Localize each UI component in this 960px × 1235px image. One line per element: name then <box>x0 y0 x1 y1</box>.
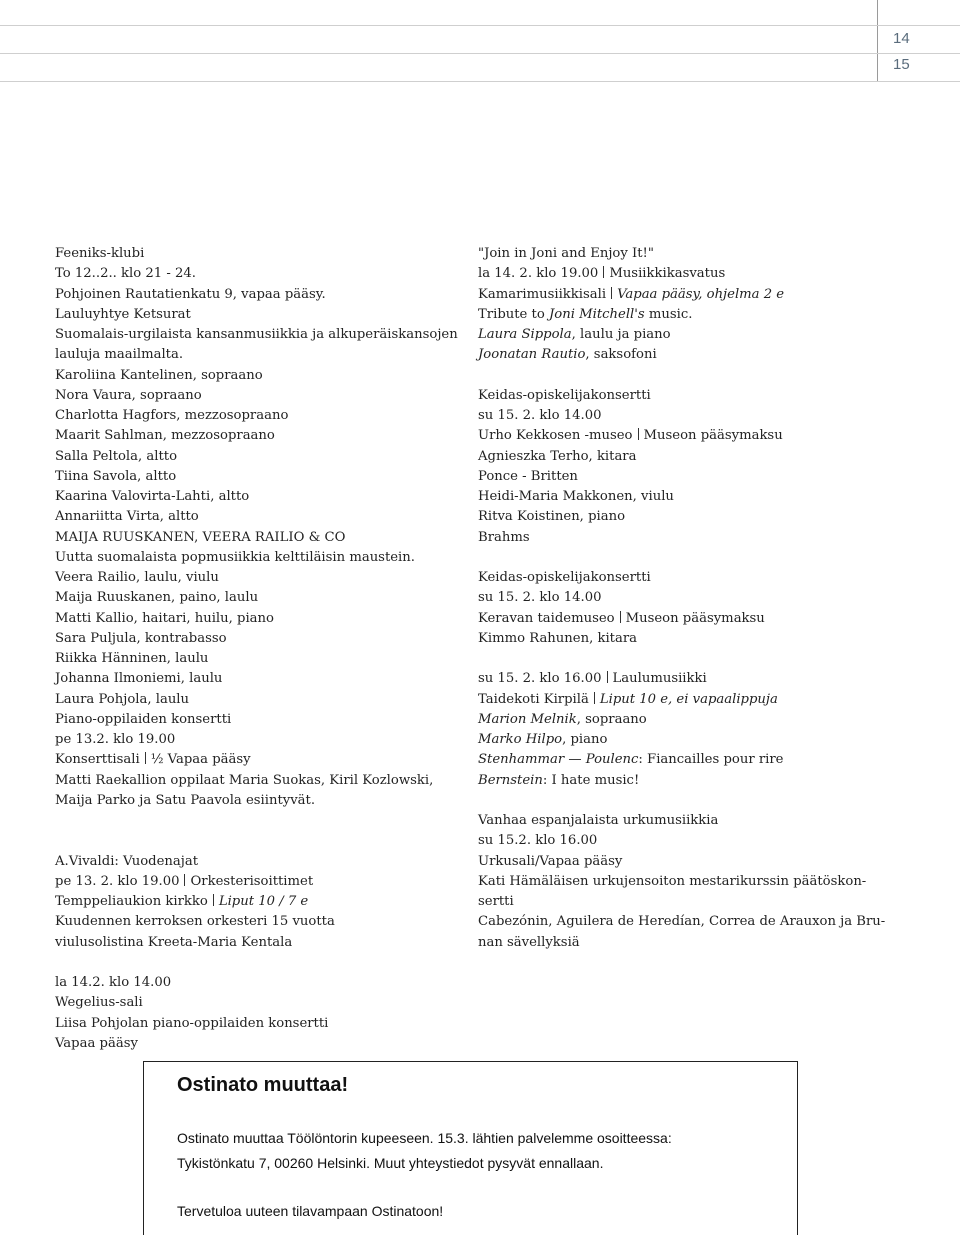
text-segment: ½ Vapaa pääsy <box>150 752 251 768</box>
text-line <box>478 568 888 588</box>
text-line <box>478 386 888 406</box>
text-segment: music. <box>644 306 693 322</box>
header-rule-top <box>0 25 960 26</box>
text-line <box>478 872 888 892</box>
text-line <box>478 426 888 446</box>
text-line <box>478 447 888 467</box>
header-vertical-rule <box>877 0 878 82</box>
text-segment: Matti Kallio, haitari, huilu, piano <box>55 610 274 626</box>
text-segment: Suomalais-urgilaista kansanmusiikkia ja alkuperäiskansojen <box>55 327 458 342</box>
text-segment: Matti Raekallion oppilaat Maria Suokas, Kiril Kozlowski, <box>55 772 434 788</box>
text-line <box>478 325 888 345</box>
text-segment: Vapaa pääsy <box>55 1035 138 1051</box>
text-segment: Tribute to <box>478 306 549 322</box>
italic-text: Joni Mitchell's <box>548 306 645 322</box>
header-rule-middle <box>0 53 960 54</box>
text-segment: Salla Peltola, altto <box>55 448 178 464</box>
text-line <box>55 588 465 608</box>
text-segment: Uutta suomalaista popmusiikkia kelttiläisin maustein. <box>55 549 415 565</box>
text-segment: Maarit Sahlman, mezzosopraano <box>55 428 275 444</box>
text-line <box>55 933 465 953</box>
right-event-column <box>478 244 888 953</box>
text-segment: Keidas-opiskelijakonsertti <box>478 570 651 585</box>
text-segment: pe 13. 2. klo 19.00 <box>55 873 180 889</box>
text-segment: Musiikkikasvatus <box>609 266 726 282</box>
text-line <box>478 771 888 791</box>
text-line <box>55 750 465 770</box>
separator-bar <box>620 611 621 623</box>
text-segment: Brahms <box>478 529 530 545</box>
text-line <box>478 285 888 305</box>
text-segment: Laulumusiikki <box>612 671 707 687</box>
text-line <box>55 264 465 284</box>
text-line <box>55 548 465 568</box>
text-line <box>478 669 888 689</box>
text-line <box>478 487 888 507</box>
text-segment: pe 13.2. klo 19.00 <box>55 732 176 747</box>
text-segment: Keravan taidemuseo <box>478 610 615 626</box>
text-line <box>478 912 888 932</box>
text-segment: Orkesterisoittimet <box>190 873 314 889</box>
text-line <box>55 487 465 507</box>
text-line <box>55 1034 465 1054</box>
italic-text: Liput 10 e, ei vapaalippuja <box>599 691 778 707</box>
text-segment: Charlotta Hagfors, mezzosopraano <box>55 408 289 423</box>
text-line <box>478 467 888 487</box>
text-segment: Ritva Koistinen, piano <box>478 509 626 525</box>
text-line <box>55 285 465 305</box>
text-line <box>478 345 888 365</box>
page-number-left: 14 <box>893 30 910 47</box>
text-segment: Kati Hämäläisen urkujensoiton mestarikurssin päätöskon- <box>478 873 867 889</box>
text-segment: Konserttisali <box>55 752 140 768</box>
notice-box <box>143 1061 798 1235</box>
text-line <box>478 406 888 426</box>
notice-line-1: Ostinato muuttaa Töölöntorin kupeeseen. 15.3. lähtien palvelemme osoitteessa: <box>177 1130 672 1146</box>
text-segment: Kaarina Valovirta-Lahti, altto <box>55 489 250 504</box>
blank-line <box>478 649 888 669</box>
text-segment: Riikka Hänninen, laulu <box>55 651 209 666</box>
text-segment: , piano <box>562 732 608 747</box>
text-segment: Wegelius-sali <box>55 995 143 1011</box>
text-segment: Kuudennen kerroksen orkesteri 15 vuotta <box>55 914 335 930</box>
italic-text: Marko Hilpo <box>478 732 563 747</box>
text-line <box>55 305 465 325</box>
text-line <box>55 710 465 730</box>
text-line <box>478 852 888 872</box>
text-line <box>55 973 465 993</box>
text-line <box>55 730 465 750</box>
italic-text: Marion Melnik <box>478 711 577 727</box>
italic-text: Bernstein <box>478 772 543 788</box>
italic-text: Joonatan Rautio <box>478 347 586 363</box>
blank-line <box>55 831 465 851</box>
blank-line <box>55 953 465 973</box>
text-line <box>55 386 465 406</box>
text-segment: viulusolistina Kreeta-Maria Kentala <box>55 934 293 950</box>
notice-line-2: Tykistönkatu 7, 00260 Helsinki. Muut yhteystiedot pysyvät ennallaan. <box>177 1155 604 1171</box>
separator-bar <box>213 894 214 906</box>
text-segment: Karoliina Kantelinen, sopraano <box>55 367 263 383</box>
text-segment: Nora Vaura, sopraano <box>55 387 202 403</box>
text-segment: la 14.2. klo 14.00 <box>55 975 172 990</box>
text-line <box>55 771 465 791</box>
text-line <box>55 528 465 548</box>
text-line <box>55 629 465 649</box>
italic-text: Stenhammar — Poulenc <box>478 752 639 768</box>
text-line <box>55 345 465 365</box>
text-segment: Feeniks-klubi <box>55 246 145 261</box>
text-segment: Cabezónin, Aguilera de Heredían, Correa de Arauxon ja Bru- <box>478 914 886 930</box>
text-line <box>55 912 465 932</box>
text-line <box>55 467 465 487</box>
left-event-column <box>55 244 465 1054</box>
text-segment: Keidas-opiskelijakonsertti <box>478 387 651 403</box>
text-line <box>478 710 888 730</box>
separator-bar <box>611 287 612 299</box>
text-segment: Ponce - Britten <box>478 468 578 484</box>
text-line <box>478 933 888 953</box>
text-line <box>478 690 888 710</box>
text-line <box>478 892 888 912</box>
text-segment: Taidekoti Kirpilä <box>478 691 589 707</box>
page-number-right: 15 <box>893 56 910 73</box>
text-segment: Veera Railio, laulu, viulu <box>55 570 219 585</box>
separator-bar <box>145 752 146 764</box>
text-segment: MAIJA RUUSKANEN, VEERA RAILIO & CO <box>55 529 346 545</box>
text-line <box>55 1014 465 1034</box>
text-line <box>478 831 888 851</box>
notice-line-3: Tervetuloa uuteen tilavampaan Ostinatoon! <box>177 1203 444 1219</box>
text-line <box>478 609 888 629</box>
text-segment: A.Vivaldi: Vuodenajat <box>55 853 199 869</box>
text-segment: Maija Ruuskanen, paino, laulu <box>55 590 259 606</box>
separator-bar <box>607 671 608 683</box>
text-segment: , sopraano <box>576 711 647 727</box>
text-segment: Urho Kekkosen -museo <box>478 428 633 444</box>
text-segment: su 15. 2. klo 16.00 <box>478 671 602 687</box>
text-line <box>55 447 465 467</box>
italic-text: Vapaa pääsy, ohjelma 2 e <box>617 286 785 302</box>
blank-line <box>478 548 888 568</box>
text-line <box>55 993 465 1013</box>
text-segment: Temppeliaukion kirkko <box>55 894 208 909</box>
notice-title: Ostinato muuttaa! <box>177 1074 349 1096</box>
italic-text: Laura Sippola <box>478 327 572 342</box>
text-line <box>478 507 888 527</box>
text-segment: Heidi-Maria Makkonen, viulu <box>478 489 674 504</box>
text-segment: : Fiancailles pour rire <box>638 752 784 768</box>
text-segment: su 15. 2. klo 14.00 <box>478 590 602 606</box>
text-line <box>55 852 465 872</box>
blank-line <box>478 791 888 811</box>
text-segment: Sara Puljula, kontrabasso <box>55 630 227 646</box>
text-line <box>55 568 465 588</box>
text-segment: Museon pääsymaksu <box>643 428 783 444</box>
text-line <box>478 305 888 325</box>
separator-bar <box>638 428 639 440</box>
text-line <box>478 244 888 264</box>
italic-text: Liput 10 / 7 e <box>218 894 309 909</box>
text-line <box>55 244 465 264</box>
text-line <box>478 264 888 284</box>
text-segment: Lauluyhtye Ketsurat <box>55 306 191 322</box>
text-line <box>55 649 465 669</box>
text-segment: Annariitta Virta, altto <box>55 509 199 525</box>
text-segment: Kamarimusiikkisali <box>478 286 607 302</box>
text-segment: Agnieszka Terho, kitara <box>478 448 637 464</box>
text-segment: "Join in Joni and Enjoy It!" <box>478 246 654 261</box>
text-line <box>55 872 465 892</box>
text-line <box>55 366 465 386</box>
text-segment: : I hate music! <box>542 772 640 788</box>
text-line <box>55 507 465 527</box>
separator-bar <box>184 874 185 886</box>
text-line <box>478 528 888 548</box>
text-line <box>55 690 465 710</box>
text-line <box>55 791 465 811</box>
text-line <box>55 426 465 446</box>
text-line <box>478 811 888 831</box>
text-segment: Johanna Ilmoniemi, laulu <box>55 671 223 687</box>
text-segment: la 14. 2. klo 19.00 <box>478 266 599 282</box>
text-segment: Tiina Savola, altto <box>55 468 177 484</box>
text-line <box>478 588 888 608</box>
text-segment: Laura Pohjola, laulu <box>55 691 190 707</box>
text-line <box>478 750 888 770</box>
text-line <box>55 609 465 629</box>
text-segment: su 15. 2. klo 14.00 <box>478 408 602 423</box>
text-line <box>55 325 465 345</box>
text-line <box>478 730 888 750</box>
text-line <box>55 406 465 426</box>
text-segment: Liisa Pohjolan piano-oppilaiden konsertti <box>55 1015 329 1031</box>
blank-line <box>478 366 888 386</box>
header-rule-bottom <box>0 81 960 82</box>
text-segment: su 15.2. klo 16.00 <box>478 833 598 849</box>
text-segment: Urkusali/Vapaa pääsy <box>478 853 623 869</box>
text-segment: Kimmo Rahunen, kitara <box>478 630 638 646</box>
text-segment: lauluja maailmalta. <box>55 347 184 363</box>
text-segment: Vanhaa espanjalaista urkumusiikkia <box>478 813 719 828</box>
blank-line <box>55 811 465 831</box>
text-segment: Maija Parko ja Satu Paavola esiintyvät. <box>55 792 316 808</box>
text-line <box>478 629 888 649</box>
text-segment: sertti <box>478 894 514 909</box>
text-line <box>55 892 465 912</box>
text-line <box>55 669 465 689</box>
text-segment: Pohjoinen Rautatienkatu 9, vapaa pääsy. <box>55 286 326 302</box>
separator-bar <box>603 266 604 278</box>
text-segment: , saksofoni <box>585 347 657 363</box>
text-segment: nan sävellyksiä <box>478 934 580 950</box>
separator-bar <box>594 692 595 704</box>
text-segment: Piano-oppilaiden konsertti <box>55 711 232 727</box>
text-segment: , laulu ja piano <box>571 327 671 342</box>
text-segment: Museon pääsymaksu <box>625 610 765 626</box>
text-segment: To 12..2.. klo 21 - 24. <box>55 266 196 282</box>
